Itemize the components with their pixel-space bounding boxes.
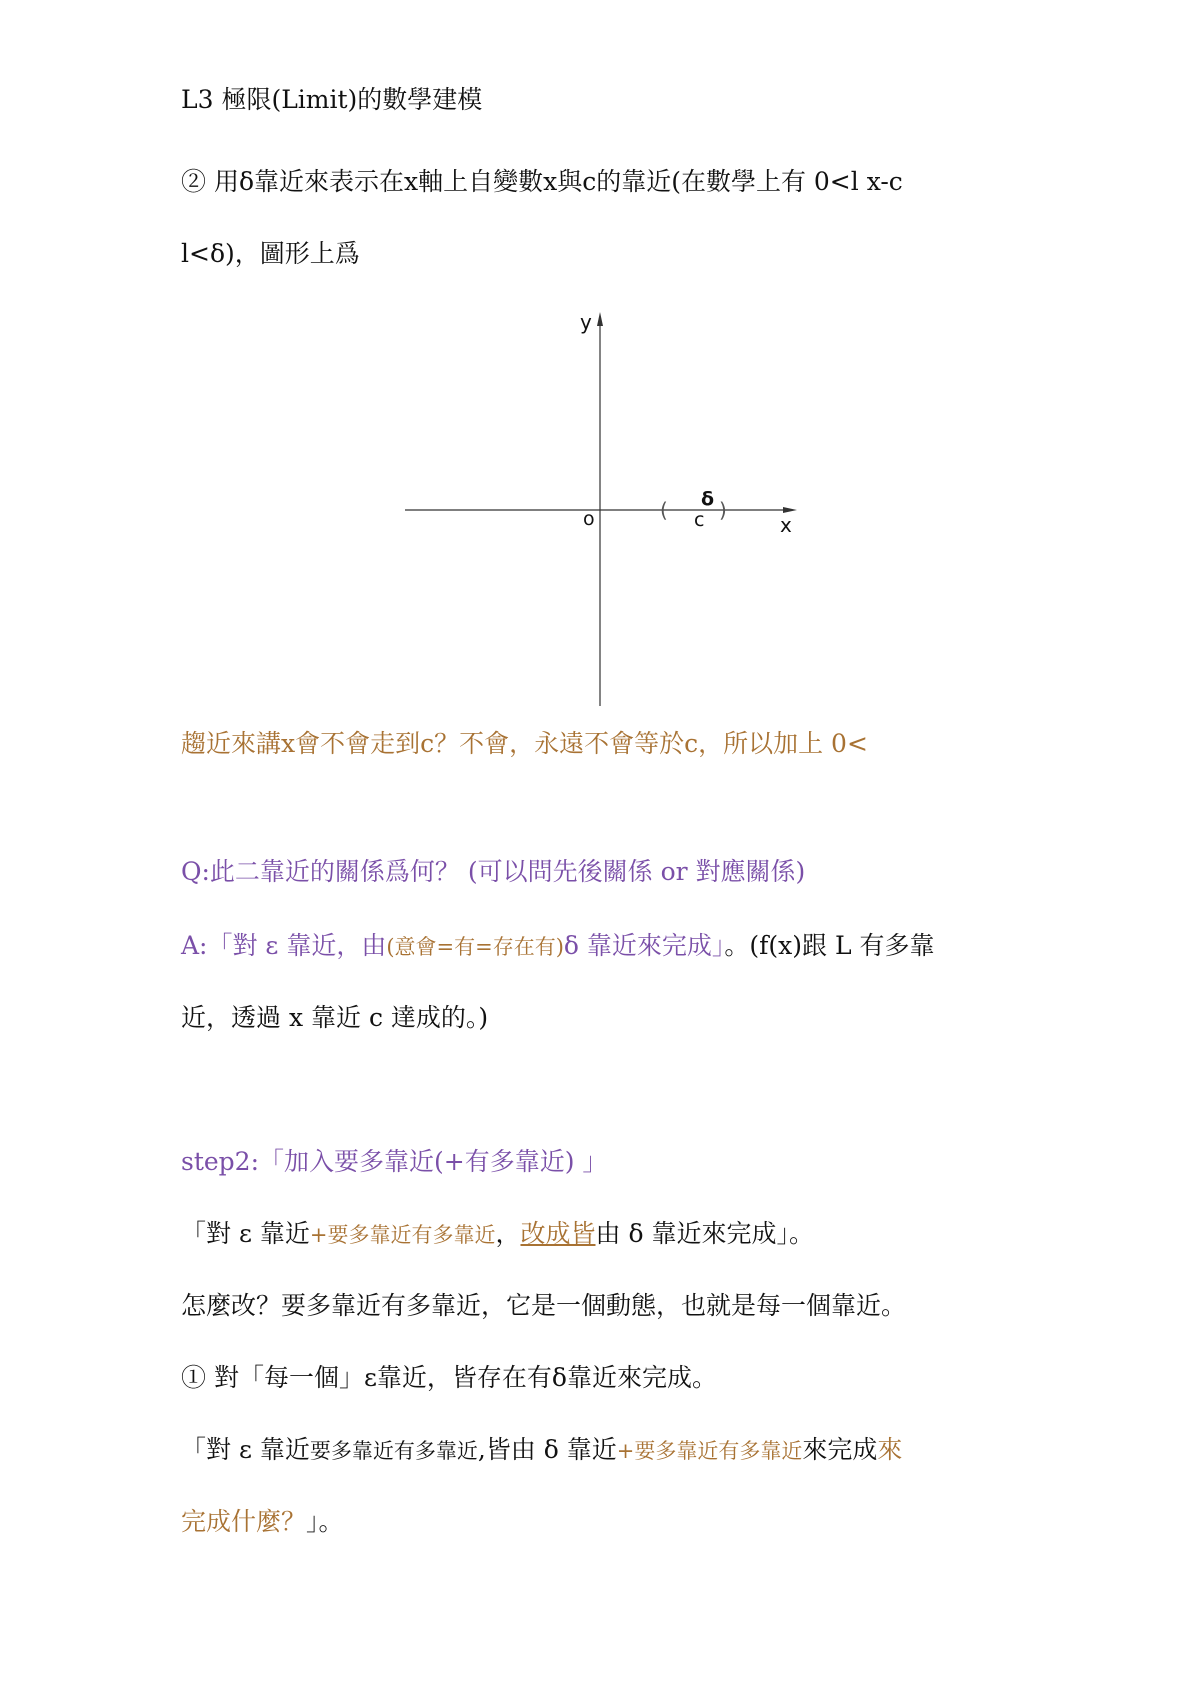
answer-inner-note: (意會=有=存在有) (386, 935, 564, 959)
s4-part-f: 來 (877, 1435, 903, 1464)
note-line: 趨近來講x會不會走到c？不會，永遠不會等於c，所以加上 0< (181, 729, 868, 758)
s1-part-b: +要多靠近有多靠近 (309, 1223, 496, 1247)
step2-sentence-3: ① 對「每一個」ε靠近，皆存在有δ靠近來完成。 (181, 1363, 717, 1392)
c-label: c (694, 509, 705, 531)
y-axis-label: y (580, 310, 592, 334)
left-paren: ( (660, 498, 668, 522)
step2-heading: step2:「加入要多靠近(+有多靠近) 」 (181, 1147, 608, 1176)
s4-part-e: 來完成 (802, 1435, 878, 1464)
axis-figure (0, 0, 1191, 720)
x-axis-label: x (780, 513, 792, 537)
y-axis-arrow (597, 312, 603, 326)
paragraph-1-line-2: l<δ)，圖形上爲 (181, 239, 360, 268)
answer-tail: 。(f(x)跟 L 有多靠 (724, 931, 935, 960)
origin-label: o (583, 508, 595, 530)
s4-part-c: ,皆由 δ 靠近 (477, 1435, 617, 1464)
answer-prefix: A:「對 ε 靠近，由 (181, 931, 387, 960)
step2-sentence-1 (181, 1218, 814, 1251)
delta-label: δ (701, 488, 715, 510)
page-title: L3 極限(Limit)的數學建模 (181, 85, 483, 114)
answer-line-2: 近，透過 x 靠近 c 達成的。) (181, 1003, 489, 1032)
s1-part-e: 由 δ 靠近來完成」。 (595, 1219, 814, 1248)
s1-part-a: 「對 ε 靠近 (181, 1219, 310, 1248)
s4-part-a: 「對 ε 靠近 (181, 1435, 310, 1464)
step2-sentence-5 (181, 1506, 344, 1538)
s5-part-a: 完成什麼？ (181, 1507, 307, 1536)
right-paren: ) (719, 498, 727, 522)
answer-mid: δ 靠近來完成」 (563, 931, 725, 960)
step2-sentence-4 (181, 1434, 902, 1467)
s4-part-d: +要多靠近有多靠近 (616, 1439, 803, 1463)
s4-part-b: 要多靠近有多靠近 (309, 1439, 478, 1463)
s5-part-b: 」。 (306, 1507, 344, 1536)
s1-part-d: 改成皆 (520, 1219, 596, 1248)
answer-line-1 (181, 930, 935, 963)
paragraph-1-line-1: ② 用δ靠近來表示在x軸上自變數x與c的靠近(在數學上有 0<l x-c (181, 167, 903, 196)
step2-sentence-2: 怎麼改？要多靠近有多靠近，它是一個動態，也就是每一個靠近。 (181, 1291, 907, 1320)
s1-part-c: ， (495, 1219, 521, 1248)
question-line: Q:此二靠近的關係爲何？ (可以問先後關係 or 對應關係) (181, 857, 806, 886)
